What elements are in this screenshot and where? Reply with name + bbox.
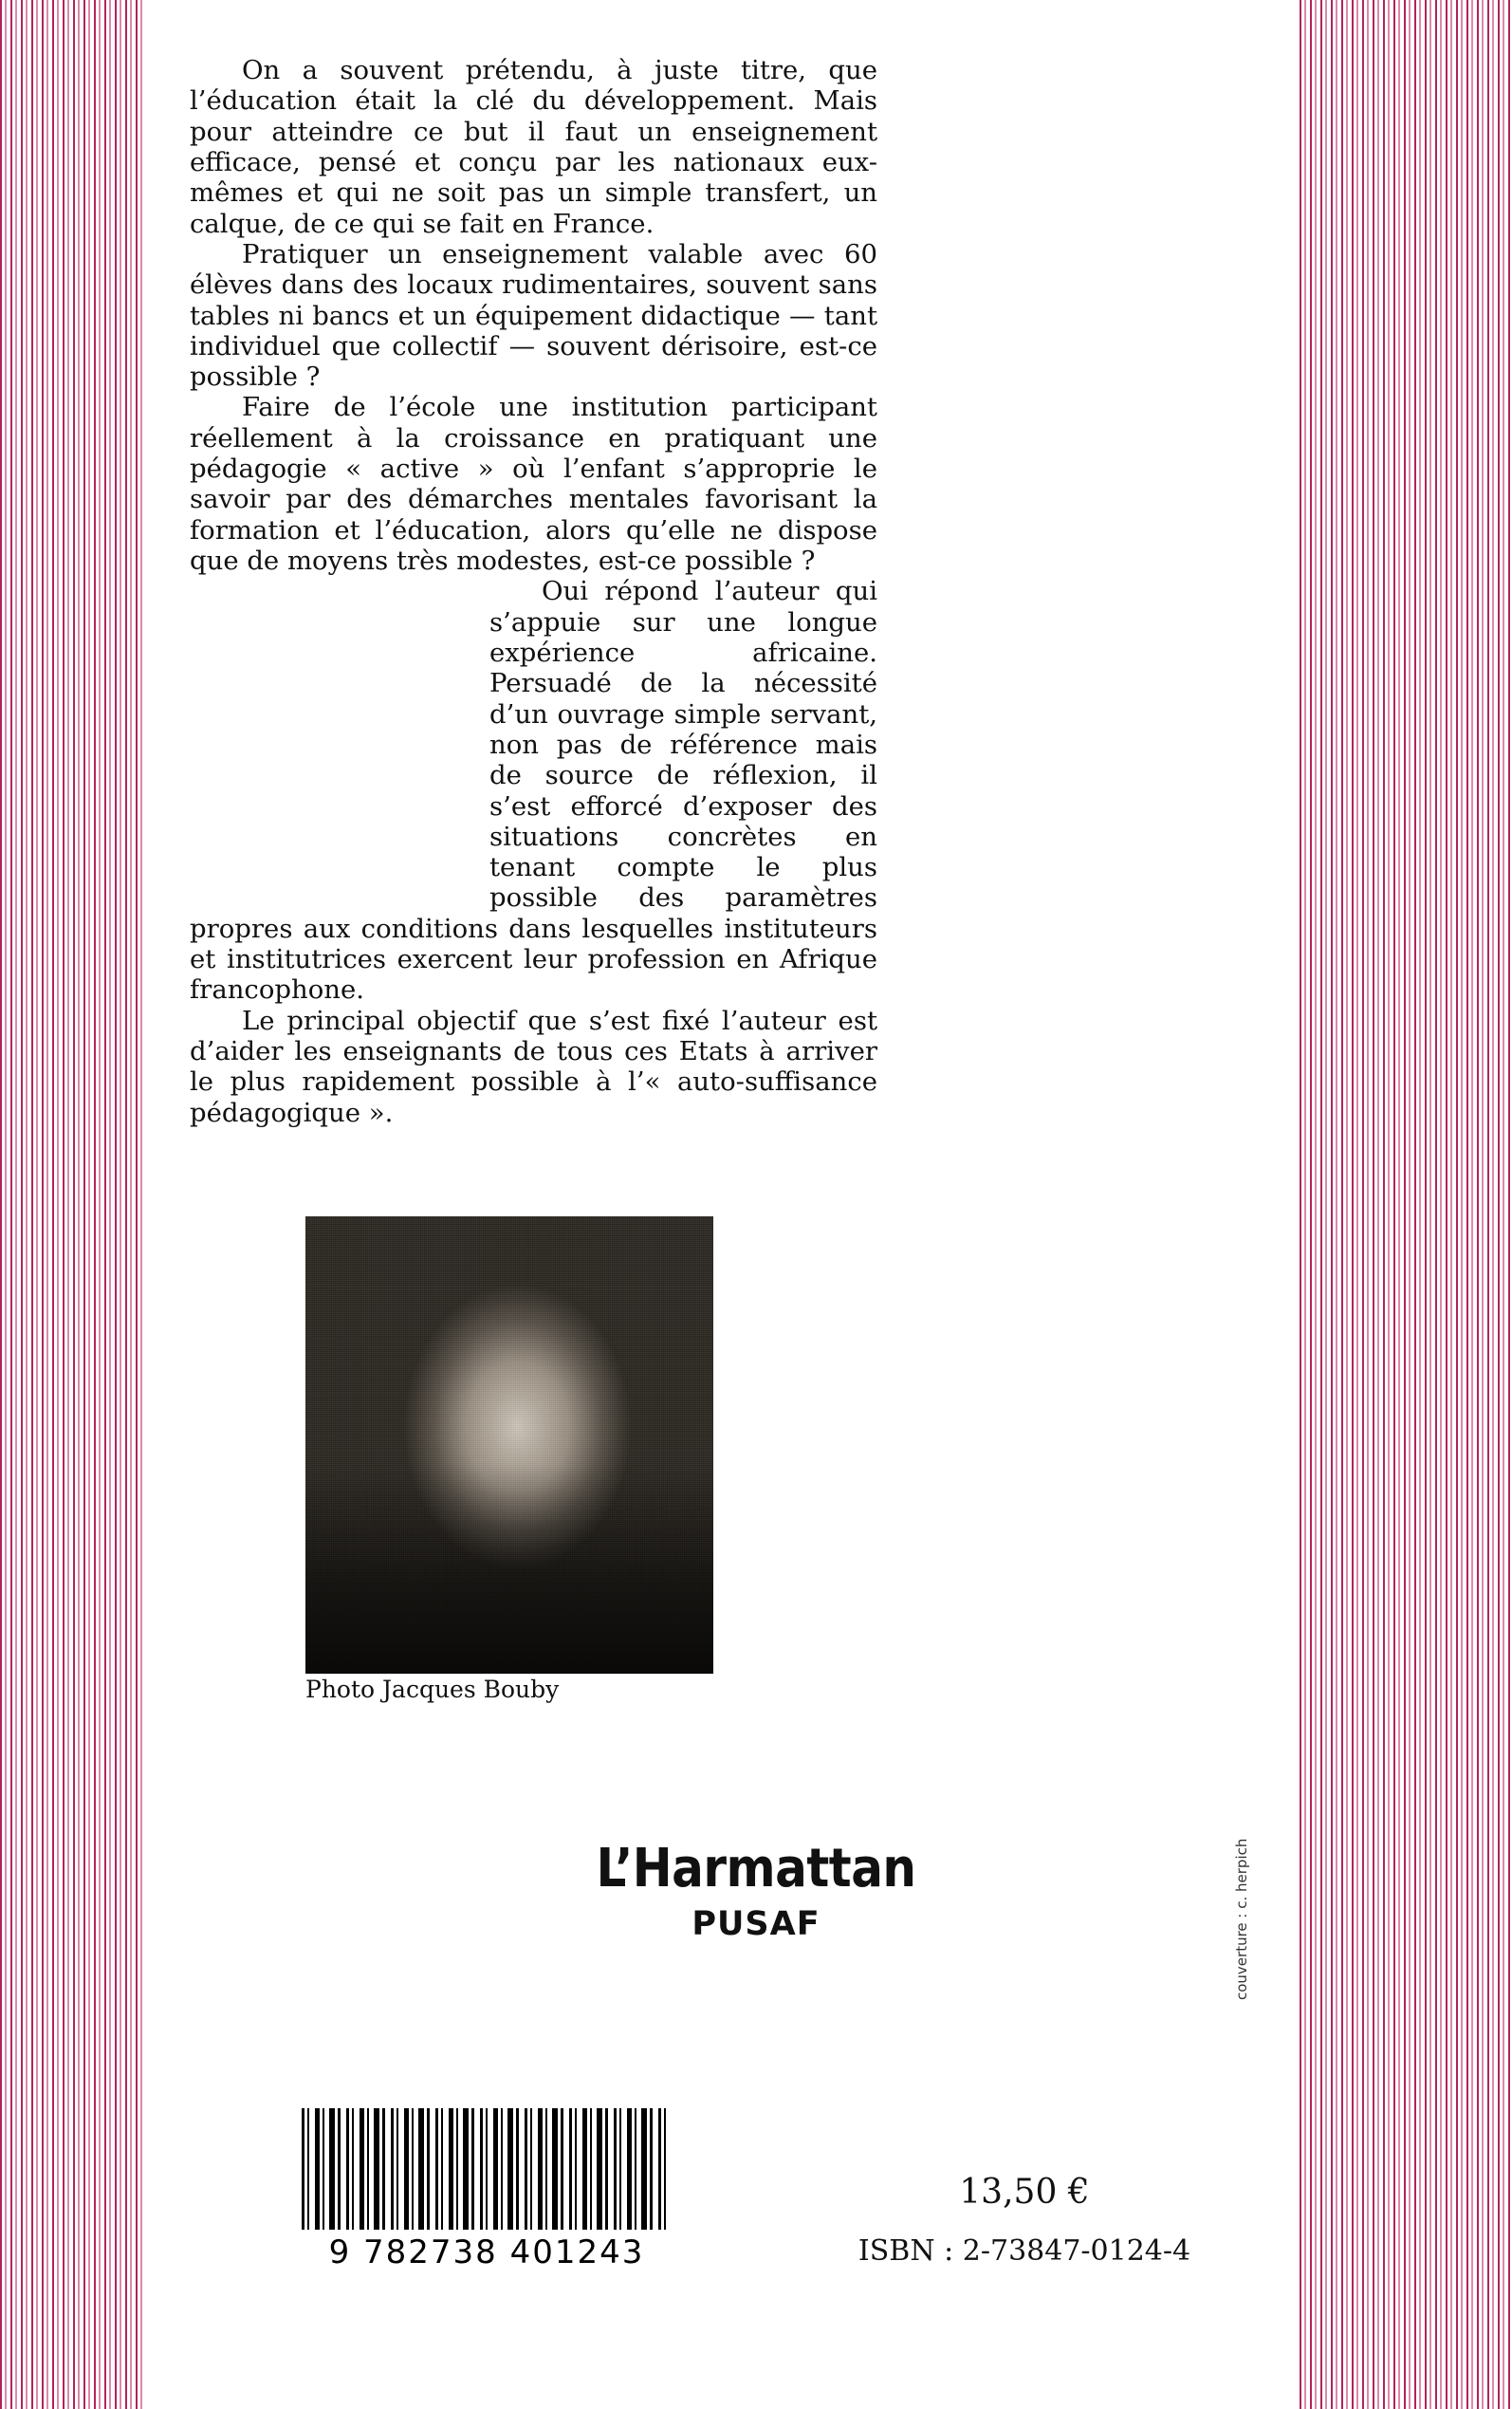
blurb-paragraph-3: Faire de l’école une institution participant réellement à la croissance en pratiquant une pédagogie « active » où l’enfant s’approprie le savoir par des démarches mentales favorisant la formation et l’éducation, alors qu’elle ne dispose que de moyens très modestes, est-ce possible ? bbox=[190, 392, 877, 576]
blurb-paragraph-1: On a souvent prétendu, à juste titre, que l’éducation était la clé du développement. Mais pour atteindre ce but il faut un enseignement efficace, pensé et conçu par les nationaux eux-mêmes et qui ne soit pas un simple transfert, un calque, de ce qui se fait en France. bbox=[190, 55, 877, 239]
blurb-paragraph-4-text: Oui répond l’auteur qui s’appuie sur une longue expérience africaine. Persuadé de la nécessité d’un ouvrage simple servant, non pas de référence mais de source de réflexion, il s’est efforcé d’exposer des situations concrètes en tenant compte le plus possible des paramètres propres aux conditions dans lesquelles instituteurs et institutrices exercent leur profession en Afrique francophone. bbox=[190, 576, 877, 1006]
blurb-paragraph-2: Pratiquer un enseignement valable avec 60 élèves dans des locaux rudimentaires, souvent sans tables ni bancs et un équipement didactique — tant individuel que collectif — souvent dérisoire, est-ce possible ? bbox=[190, 238, 877, 393]
publisher-imprint: PUSAF bbox=[691, 1905, 821, 1943]
photo-wrap-spacer bbox=[194, 582, 469, 878]
author-photo bbox=[305, 1216, 713, 1674]
price-label: 13,50 € bbox=[959, 2173, 1090, 2212]
blurb-paragraph-4 bbox=[190, 576, 877, 1005]
photo-credit-caption: Photo Jacques Bouby bbox=[305, 1676, 560, 1703]
back-cover-blurb bbox=[190, 55, 877, 1128]
publisher-logo-text: L’Harmattan bbox=[596, 1837, 916, 1899]
barcode-bars bbox=[302, 2108, 672, 2230]
margin-right bbox=[1243, 0, 1300, 2409]
isbn-label: ISBN : 2-73847-0124-4 bbox=[857, 2234, 1191, 2268]
publisher-block bbox=[0, 1837, 1512, 1943]
decorative-stripe-band-left bbox=[0, 0, 142, 2409]
barcode-digits: 9 782738 401243 bbox=[328, 2233, 645, 2271]
barcode bbox=[302, 2108, 672, 2271]
photo-vignette bbox=[305, 1463, 713, 1674]
blurb-paragraph-5: Le principal objectif que s’est fixé l’auteur est d’aider les enseignants de tous ces Etats à arriver le plus rapidement possible à l’« auto-suffisance pédagogique ». bbox=[190, 1005, 877, 1128]
cover-designer-credit: couverture : c. herpich bbox=[1233, 1838, 1250, 2000]
decorative-stripe-band-right bbox=[1300, 0, 1512, 2409]
